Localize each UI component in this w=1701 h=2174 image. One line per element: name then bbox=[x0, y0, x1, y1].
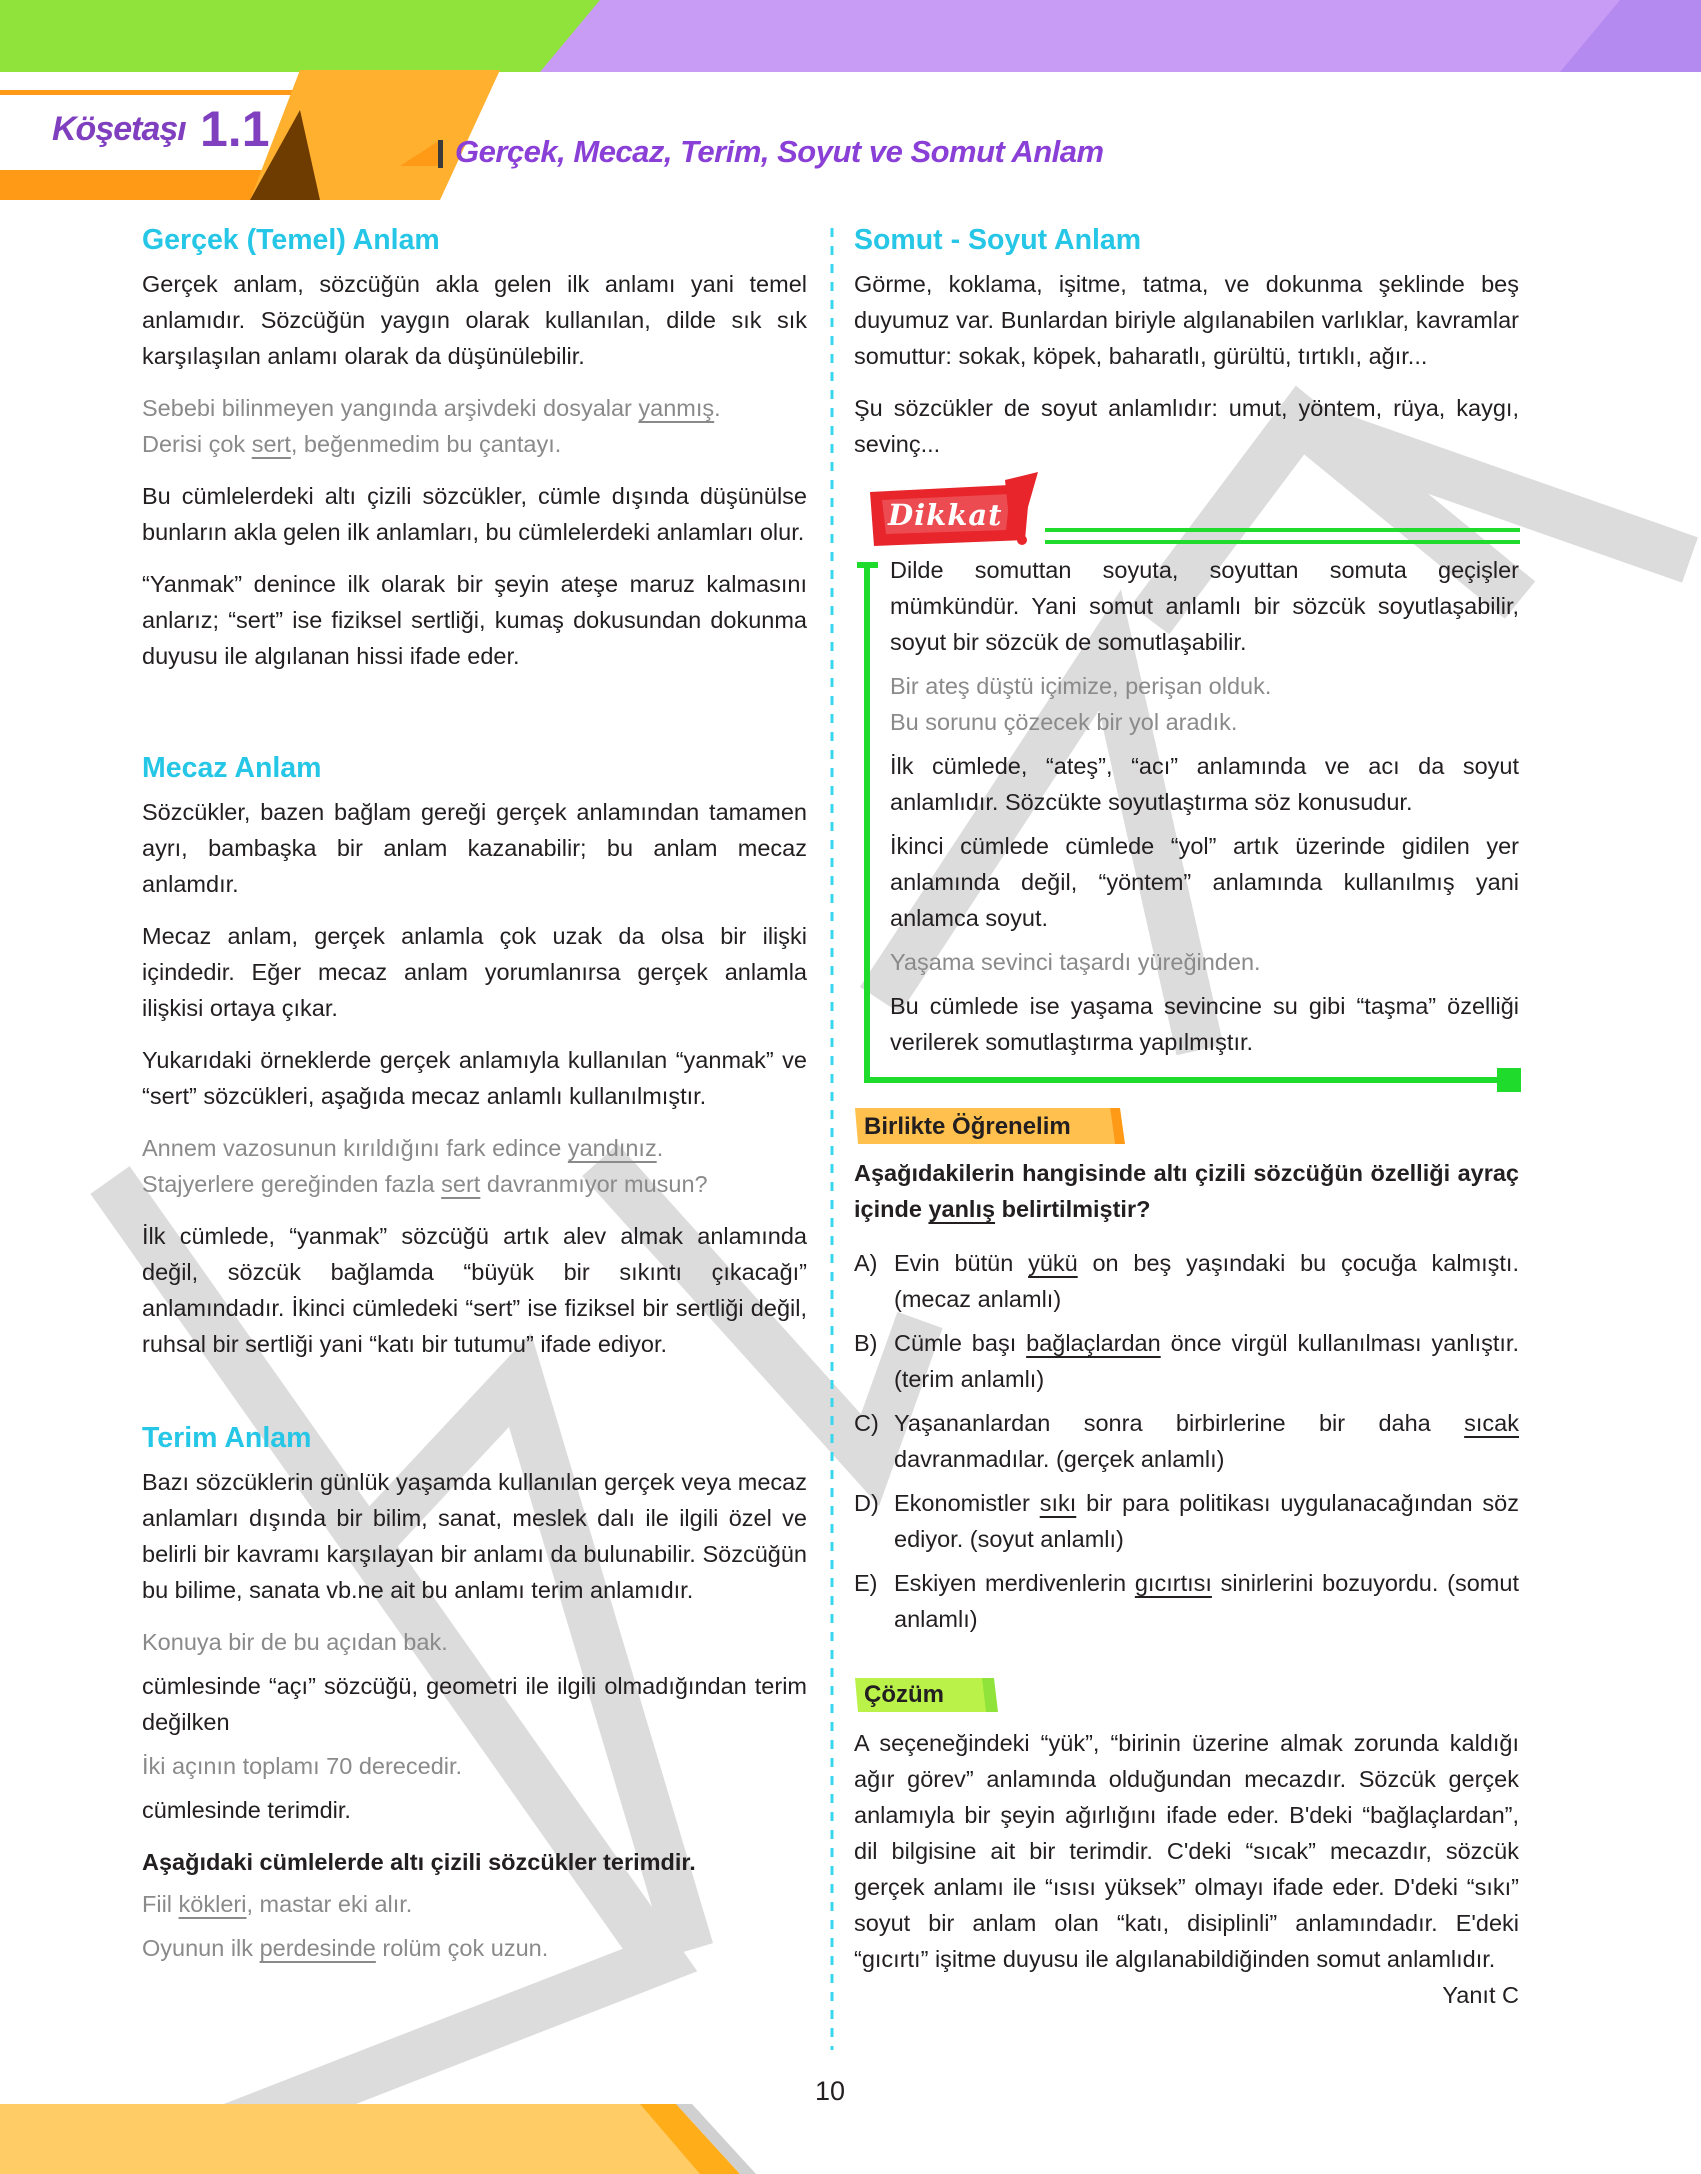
answer-option bbox=[854, 1325, 1519, 1397]
option-letter: C) bbox=[854, 1410, 879, 1436]
mecaz-examples bbox=[142, 1130, 807, 1202]
dikkat-badge: Dikkat bbox=[888, 498, 1003, 532]
answer-option bbox=[854, 1485, 1519, 1557]
terim-paragraph-1: Bazı sözcüklerin günlük yaşamda kullanılan gerçek veya mecaz anlamları dışında bir bilim, sanat, meslek dalı ile ilgili özel ve belirli bir kavramı karşılayan bir anlamı da bulunabilir. Sözcüğün bu bilime, sanata vb.ne ait bu anlamı terim anlamıdır. bbox=[142, 1469, 807, 1603]
underlined-word: perdesinde bbox=[259, 1935, 376, 1961]
answer-option bbox=[854, 1565, 1519, 1637]
underlined-word: gıcırtısı bbox=[1134, 1570, 1212, 1596]
underlined-word: bağlaçlardan bbox=[1026, 1330, 1161, 1356]
somut-paragraph-1: Görme, koklama, işitme, tatma, ve dokunma şeklinde beş duyumuz var. Bunlardan biriyle algılanabilen varlıklar, kavramlar somuttur: sokak, köpek, baharatlı, gürültü, tırtıklı, ağır... bbox=[854, 271, 1519, 369]
dikkat-paragraph-3: İkinci cümlede cümlede “yol” artık üzerinde gidilen yer anlamında değil, “yöntem” anlamında kullanılmış yani anlamca soyut. bbox=[890, 833, 1519, 931]
right-column-top bbox=[854, 220, 1519, 478]
header-unit-number: 1.1 bbox=[200, 101, 270, 157]
title-bar-mark bbox=[438, 140, 443, 168]
cozum-tag: Çözüm bbox=[864, 1681, 944, 1708]
answer-option bbox=[854, 1405, 1519, 1477]
dikkat-paragraph-2: İlk cümlede, “ateş”, “acı” anlamında ve acı da soyut anlamlıdır. Sözcükte soyutlaştırma söz konusudur. bbox=[890, 753, 1519, 815]
question-text: Aşağıdakilerin hangisinde altı çizili sözcüğün özelliği ayraç içinde yanlış belirtilmiştir? bbox=[854, 1160, 1519, 1222]
option-text: Cümle başı bağlaçlardan önce virgül kullanılması yanlıştır. (terim anlamlı) bbox=[894, 1330, 1519, 1392]
dikkat-example-3: Yaşama sevinci taşardı yüreğinden. bbox=[890, 949, 1261, 975]
gercek-example-2: Derisi çok sert, beğenmedim bu çantayı. bbox=[142, 431, 562, 457]
option-text: Yaşananlardan sonra birbirlerine bir daha sıcak davranmadılar. (gerçek anlamlı) bbox=[894, 1410, 1519, 1472]
header-title: Gerçek, Mecaz, Terim, Soyut ve Somut Anlam bbox=[455, 134, 1104, 169]
underlined-word: sıkı bbox=[1039, 1490, 1077, 1516]
gercek-paragraph-2: Bu cümlelerdeki altı çizili sözcükler, cümle dışında düşünülse bunların akla gelen ilk anlamları, bu cümlelerdeki anlamları olur. bbox=[142, 483, 807, 545]
option-text: Eskiyen merdivenlerin gıcırtısı sinirlerini bozuyordu. (somut anlamlı) bbox=[894, 1570, 1519, 1632]
footer-orange-band bbox=[0, 2104, 720, 2174]
terim-paragraph-4: Aşağıdaki cümlelerde altı çizili sözcükler terimdir. bbox=[142, 1849, 696, 1875]
option-letter: E) bbox=[854, 1570, 878, 1596]
dikkat-box bbox=[890, 552, 1519, 1076]
mecaz-paragraph-1: Sözcükler, bazen bağlam gereği gerçek anlamından tamamen ayrı, bambaşka bir anlam kazanabilir; bu anlam mecaz anlamdır. bbox=[142, 799, 807, 897]
mecaz-paragraph-2: Mecaz anlam, gerçek anlamla çok uzak da olsa bir ilişki içindedir. Eğer mecaz anlam yorumlanırsa gerçek anlamla ilişkisi ortaya çıkar. bbox=[142, 923, 807, 1021]
answer-option bbox=[854, 1245, 1519, 1317]
option-text: Ekonomistler sıkı bir para politikası uygulanacağından söz ediyor. (soyut anlamlı) bbox=[894, 1490, 1519, 1552]
dikkat-example-1: Bir ateş düştü içimize, perişan olduk. bbox=[890, 673, 1272, 699]
section-title-mecaz: Mecaz Anlam bbox=[142, 752, 322, 784]
answer-label: Yanıt C bbox=[1442, 1982, 1519, 2008]
option-letter: A) bbox=[854, 1250, 878, 1276]
mecaz-example-1: Annem vazosunun kırıldığını fark edince yandınız. bbox=[142, 1135, 664, 1161]
dikkat-example-2: Bu sorunu çözecek bir yol aradık. bbox=[890, 709, 1238, 735]
question-block bbox=[854, 1155, 1519, 1645]
gercek-paragraph-3: “Yanmak” denince ilk olarak bir şeyin ateşe maruz kalmasını anlarız; “sert” ise fiziksel sertliği, kumaş dokusundan dokunma duyusu ile algılanan hissi ifade eder. bbox=[142, 571, 807, 669]
terim-example-1: Konuya bir de bu açıdan bak. bbox=[142, 1629, 448, 1655]
underlined-word: sıcak bbox=[1464, 1410, 1519, 1436]
underlined-word: sert bbox=[441, 1171, 481, 1197]
solution-text: A seçeneğindeki “yük”, “birinin üzerine almak zorunda kaldığı ağır görev” anlamında olduğundan mecazdır. Sözcük gerçek anlamıyla bir şeyin ağırlığını ifade eder. B'deki “bağlaçlardan”, dil bilgisine ait bir terimdir. C'deki “sıcak” mecazdır, sözcük gerçek anlamı ile “ısısı yüksek” olmayı ifade eder. D'deki “sıkı” soyut bir anlam olan “katı, disiplinli” anlamındadır. E'deki “gıcırtı” işitme duyusu ile algılanabildiğinden somut anlamlıdır. bbox=[854, 1730, 1519, 1972]
gercek-example-1: Sebebi bilinmeyen yangında arşivdeki dosyalar yanmış. bbox=[142, 395, 721, 421]
terim-example-3: Fiil kökleri, mastar eki alır. bbox=[142, 1891, 413, 1917]
option-letter: B) bbox=[854, 1330, 878, 1356]
answer-options bbox=[854, 1245, 1519, 1637]
underlined-word: sert bbox=[251, 431, 291, 457]
underlined-word: yanlış bbox=[928, 1196, 996, 1222]
page-number: 10 bbox=[814, 2076, 846, 2106]
option-letter: D) bbox=[854, 1490, 879, 1516]
dikkat-paragraph-4: Bu cümlede ise yaşama sevincine su gibi “taşma” özelliği verilerek somutlaştırma yapılmıştır. bbox=[890, 993, 1519, 1055]
underlined-word: kökleri bbox=[178, 1891, 247, 1917]
underlined-word: yükü bbox=[1028, 1250, 1078, 1276]
underlined-word: yanmış bbox=[638, 395, 715, 421]
underlined-word: yandınız bbox=[567, 1135, 657, 1161]
birlikte-ogrenelim-tag: Birlikte Öğrenelim bbox=[864, 1113, 1071, 1140]
section-title-somut-soyut: Somut - Soyut Anlam bbox=[854, 224, 1142, 256]
section-title-terim: Terim Anlam bbox=[142, 1422, 312, 1454]
gercek-paragraph-1: Gerçek anlam, sözcüğün akla gelen ilk anlamı yani temel anlamıdır. Sözcüğün yaygın olarak kullanılan, dilde sık sık karşılaşılan anlamı olarak da düşünülebilir. bbox=[142, 271, 807, 369]
gercek-examples bbox=[142, 390, 807, 462]
mecaz-paragraph-4: İlk cümlede, “yanmak” sözcüğü artık alev almak anlamında değil, sözcük bağlamda “büyük bir sıkıntı çıkacağı” anlamındadır. İkinci cümledeki “sert” ise fiziksel bir sertliği değil, ruhsal bir sertliği yani “katı bir tutumu” ifade ediyor. bbox=[142, 1223, 807, 1357]
terim-paragraph-2: cümlesinde “açı” sözcüğü, geometri ile ilgili olmadığından terim değilken bbox=[142, 1673, 807, 1735]
terim-example-4: Oyunun ilk perdesinde rolüm çok uzun. bbox=[142, 1935, 549, 1961]
mecaz-paragraph-3: Yukarıdaki örneklerde gerçek anlamıyla kullanılan “yanmak” ve “sert” sözcükleri, aşağıda mecaz anlamlı kullanılmıştır. bbox=[142, 1047, 807, 1109]
header-purple-band bbox=[510, 0, 1701, 72]
dikkat-examples bbox=[890, 668, 1519, 740]
section-title-gercek: Gerçek (Temel) Anlam bbox=[142, 224, 440, 256]
header-brand: Köşetaşı bbox=[52, 110, 186, 148]
dikkat-paragraph-1: Dilde somuttan soyuta, soyuttan somuta geçişler mümkündür. Yani somut anlamlı bir sözcük soyutlaşabilir, soyut bir sözcük de somutlaşabilir. bbox=[890, 557, 1519, 655]
terim-example-2: İki açının toplamı 70 derecedir. bbox=[142, 1753, 463, 1779]
mecaz-example-2: Stajyerlere gereğinden fazla sert davranmıyor musun? bbox=[142, 1171, 708, 1197]
left-column bbox=[142, 220, 807, 1966]
solution-block bbox=[854, 1725, 1519, 2013]
option-text: Evin bütün yükü on beş yaşındaki bu çocuğa kalmıştı. (mecaz anlamlı) bbox=[894, 1250, 1519, 1312]
terim-paragraph-3: cümlesinde terimdir. bbox=[142, 1797, 351, 1823]
header-green-band bbox=[0, 0, 600, 72]
somut-paragraph-2: Şu sözcükler de soyut anlamlıdır: umut, yöntem, rüya, kaygı, sevinç... bbox=[854, 395, 1519, 457]
